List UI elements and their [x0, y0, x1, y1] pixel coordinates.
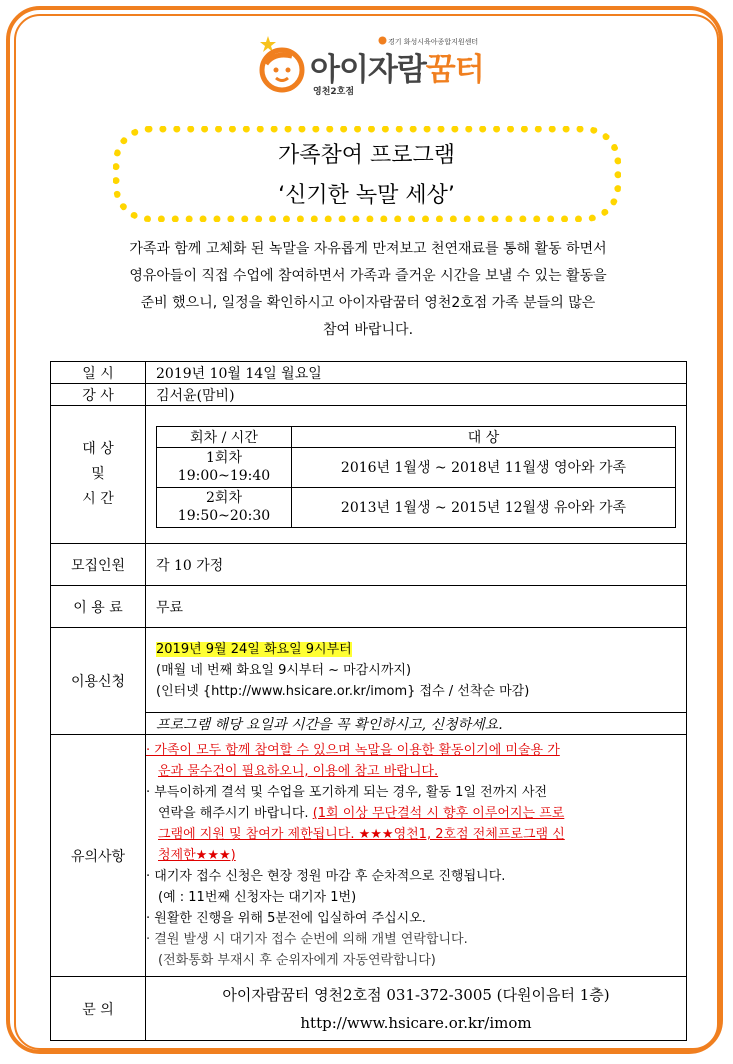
apply-schedule: (매월 네 번째 화요일 9시부터 ~ 마감시까지) — [156, 662, 412, 678]
apply-start: 2019년 9월 24일 화요일 9시부터 — [156, 641, 352, 657]
sessions-header-target: 대 상 — [292, 426, 676, 447]
session-round-time — [157, 487, 292, 527]
recruit-value: 각 10 가정 — [146, 544, 687, 586]
date-label: 일 시 — [51, 362, 146, 384]
sessions-table — [156, 426, 676, 528]
intro-text — [56, 236, 680, 344]
logo-name — [310, 44, 484, 89]
fee-label: 이 용 료 — [51, 586, 146, 628]
logo-name-b: 꿈터 — [425, 52, 484, 88]
intro-line: 가족과 함께 고체화 된 녹말을 자유롭게 만져보고 천연재료를 통해 활동 하면서 — [129, 241, 607, 257]
logo-name-a: 아이자람 — [310, 52, 426, 88]
fee-value: 무료 — [146, 586, 687, 628]
session-target: 2016년 1월생 ~ 2018년 11월생 영아와 가족 — [292, 447, 676, 487]
note-item: · 가족이 모두 함께 참여할 수 있으며 녹말을 이용한 활동이기에 미술용 가 운과 물수건이 필요하오니, 이용에 참고 바랍니다. — [146, 743, 560, 779]
target-label-line: 대 상 — [82, 441, 114, 457]
intro-line: 준비 했으니, 일정을 확인하시고 아이자람꿈터 영천2호점 가족 분들의 많은 — [140, 295, 596, 311]
recruit-label: 모집인원 — [51, 544, 146, 586]
notes-cell — [146, 735, 687, 977]
logo-branch: 영천2호점 — [313, 87, 355, 97]
note-item: · 원활한 진행을 위해 5분전에 입실하여 주십시오. — [146, 911, 426, 926]
intro-line: 영유아들이 직접 수업에 참여하면서 가족과 즐거운 시간을 보낼 수 있는 활동을 — [129, 268, 607, 284]
note-item: · 대기자 접수 신청은 현장 정원 마감 후 순차적으로 진행됩니다. (예 : 11번째 신청자는 대기자 1번) — [146, 869, 506, 905]
intro-line: 참여 바랍니다. — [322, 322, 414, 338]
session-time: 19:00~19:40 — [177, 468, 271, 484]
instructor-value: 김서윤(맘비) — [146, 384, 687, 406]
logo-face-icon — [252, 34, 310, 94]
row-apply — [51, 628, 687, 713]
row-instructor — [51, 384, 687, 406]
contact-info: 아이자람꿈터 영천2호점 031-372-3005 (다원이음터 1층) — [222, 985, 610, 1004]
contact-label: 문 의 — [51, 977, 146, 1041]
row-date — [51, 362, 687, 384]
row-notes — [51, 735, 687, 977]
date-value: 2019년 10월 14일 월요일 — [146, 362, 687, 384]
sessions-header-time: 회차 / 시간 — [157, 426, 292, 447]
session-round: 1회차 — [206, 450, 242, 466]
note-item: · 결원 발생 시 대기자 접수 순번에 의해 개별 연락합니다. (전화통화 부재시 후 순위자에게 자동연락합니다) — [146, 932, 468, 968]
row-fee — [51, 586, 687, 628]
instructor-label: 강 사 — [51, 384, 146, 406]
apply-label: 이용신청 — [51, 628, 146, 735]
sessions-header — [157, 426, 676, 447]
contact-cell — [146, 977, 687, 1041]
row-recruit — [51, 544, 687, 586]
program-name: ‘신기한 녹말 세상’ — [278, 183, 455, 208]
sessions-cell — [146, 406, 687, 544]
row-contact — [51, 977, 687, 1041]
target-label-line: 시 간 — [82, 491, 114, 507]
page-title: 가족참여 프로그램 — [277, 143, 455, 168]
contact-url[interactable]: http://www.hsicare.or.kr/imom — [300, 1013, 532, 1032]
session-target: 2013년 1월생 ~ 2015년 12월생 유아와 가족 — [292, 487, 676, 527]
session-round-time — [157, 447, 292, 487]
session-row — [157, 487, 676, 527]
session-time: 19:50~20:30 — [177, 508, 271, 524]
apply-cell — [146, 628, 687, 713]
apply-note: 프로그램 해당 요일과 시간을 꼭 확인하시고, 신청하세요. — [146, 713, 687, 735]
row-target — [51, 406, 687, 544]
apply-method: (인터넷 {http://www.hsicare.or.kr/imom} 접수 / 선착순 마감) — [156, 683, 530, 699]
row-apply-note — [51, 713, 687, 735]
info-table — [50, 361, 687, 1041]
target-label — [51, 406, 146, 544]
session-row — [157, 447, 676, 487]
logo-subtitle: 경기 화성시육아종합지원센터 — [388, 38, 479, 46]
notes-label: 유의사항 — [51, 735, 146, 977]
target-label-line: 및 — [91, 466, 105, 482]
session-round: 2회차 — [206, 490, 242, 506]
note-item: · 부득이하게 결석 및 수업을 포기하게 되는 경우, 활동 1일 전까지 사전 연락을 해주시기 바랍니다. (1회 이상 무단결석 시 향후 이루어지는 프로 그램에 지원 및 참여가 제한됩니다. ★★★영천1, 2호점 전체프로그램 신 청제한★★★) — [146, 785, 565, 863]
